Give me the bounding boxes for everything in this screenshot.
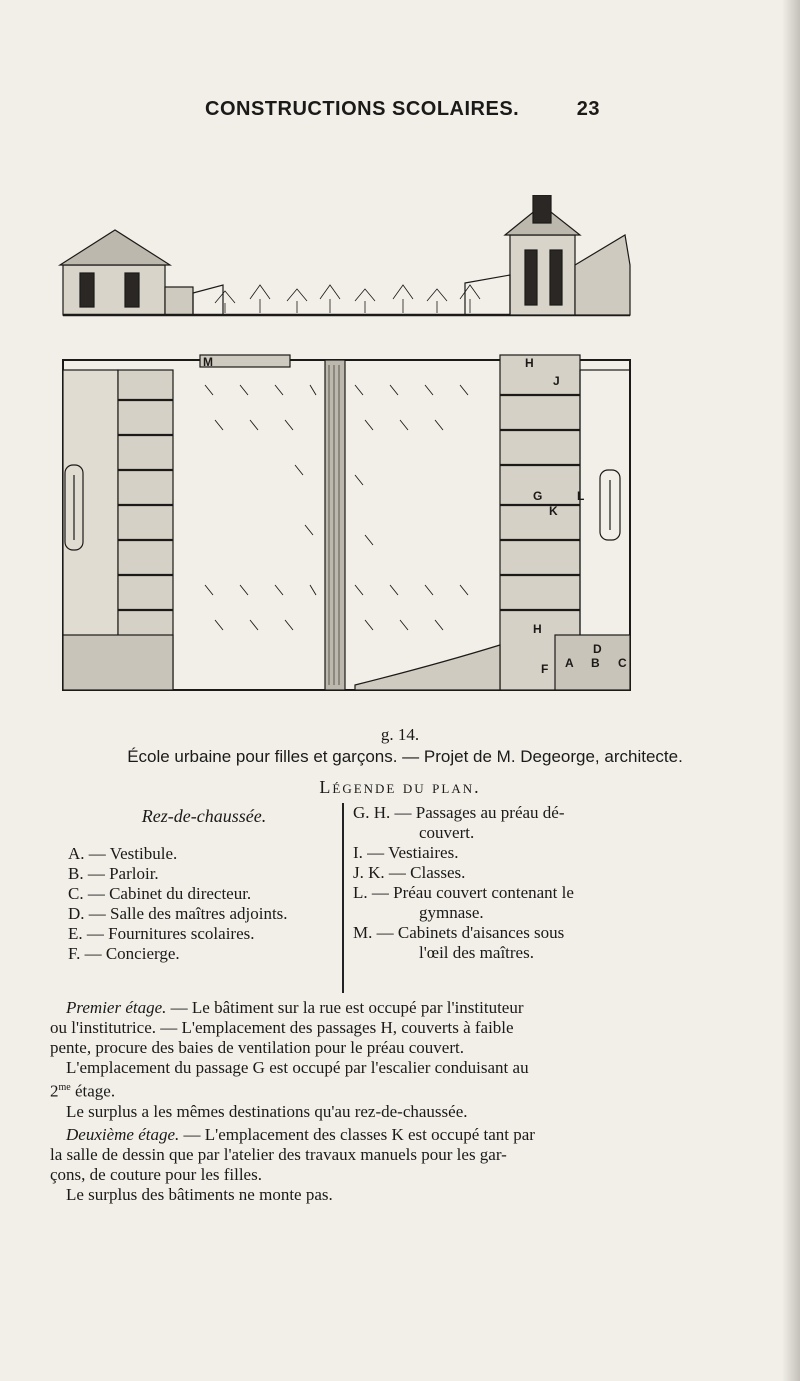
legend-item-m-cont: l'œil des maîtres. — [419, 943, 534, 962]
legend-item-e: E. — Fournitures scolaires. — [68, 924, 255, 943]
second-floor-label: Deuxième étage. — [66, 1125, 180, 1144]
passage-line-1: L'emplacement du passage G est occupé par l'escalier conduisant au — [66, 1058, 529, 1077]
legend-item-m: M. — Cabinets d'aisances sous — [353, 923, 565, 942]
surplus-line: Le surplus a les mêmes destinations qu'au rez-de-chaussée. — [66, 1101, 468, 1121]
legend-right-column — [353, 803, 683, 963]
figure-caption: École urbaine pour filles et garçons. — Projet de M. Degeorge, architecte. — [127, 747, 683, 766]
legend-item-i: I. — Vestiaires. — [353, 843, 459, 862]
legend-item-c: C. — Cabinet du directeur. — [68, 884, 252, 903]
plan-letter-c: C — [618, 656, 627, 670]
second-floor-line-1: — L'emplacement des classes K est occupé tant par — [179, 1125, 535, 1144]
plan-letter-g: G — [533, 489, 543, 503]
legend-divider — [342, 803, 344, 993]
plan-letter-m: M — [203, 355, 213, 369]
plan-letter-a: A — [565, 656, 574, 670]
legend-item-gh: G. H. — Passages au préau dé- — [353, 803, 565, 822]
legend-title: Légende du plan. — [319, 777, 481, 797]
plan-letter-l: L — [577, 489, 585, 503]
plan-drawing — [55, 195, 640, 695]
passage-line-2: étage. — [70, 1081, 116, 1101]
legend-left-column — [68, 806, 340, 964]
plan-letter-b: B — [591, 656, 600, 670]
ground-plan — [63, 355, 630, 690]
plan-letter-d: D — [593, 642, 602, 656]
passage-floor-number: 2 — [50, 1081, 59, 1101]
header-title: CONSTRUCTIONS SCOLAIRES. — [205, 98, 520, 120]
legend-item-l: L. — Préau couvert contenant le — [353, 883, 574, 902]
second-floor-line-3: çons, de couture pour les filles. — [50, 1165, 262, 1184]
legend-item-d: D. — Salle des maîtres adjoints. — [68, 904, 288, 923]
second-floor-line-2: la salle de dessin que par l'atelier des travaux manuels pour les gar- — [50, 1145, 507, 1164]
legend-item-a: A. — Vestibule. — [68, 844, 178, 863]
second-floor-paragraph — [50, 1125, 670, 1205]
plan-letter-j: J — [553, 374, 560, 388]
plan-letter-h-top: H — [525, 356, 534, 370]
page-edge-shadow — [782, 0, 800, 1381]
legend-item-b: B. — Parloir. — [68, 864, 159, 883]
first-floor-label: Premier étage. — [66, 998, 167, 1017]
first-floor-line-1: — Le bâtiment sur la rue est occupé par l'instituteur — [166, 998, 524, 1017]
ground-floor-heading: Rez-de-chaussée. — [141, 806, 267, 826]
legend-item-l-cont: gymnase. — [419, 903, 484, 922]
page-number: 23 — [576, 98, 600, 120]
legend-item-f: F. — Concierge. — [68, 944, 180, 963]
plan-letter-f: F — [541, 662, 549, 676]
plan-letter-h-bottom: H — [533, 622, 542, 636]
legend-item-gh-cont: couvert. — [419, 823, 475, 842]
figure-number: g. 14. — [380, 725, 420, 744]
plan-letter-k: K — [549, 504, 558, 518]
legend-item-jk: J. K. — Classes. — [353, 863, 466, 882]
school-plan-figure — [55, 195, 640, 695]
passage-floor-sup: me — [58, 1082, 71, 1093]
section-elevation — [60, 195, 630, 315]
first-floor-line-2: ou l'institutrice. — L'emplacement des passages H, couverts à faible — [50, 1018, 514, 1037]
first-floor-paragraph — [50, 998, 670, 1122]
first-floor-line-3: pente, procure des baies de ventilation pour le préau couvert. — [50, 1038, 464, 1057]
last-line: Le surplus des bâtiments ne monte pas. — [66, 1185, 333, 1204]
